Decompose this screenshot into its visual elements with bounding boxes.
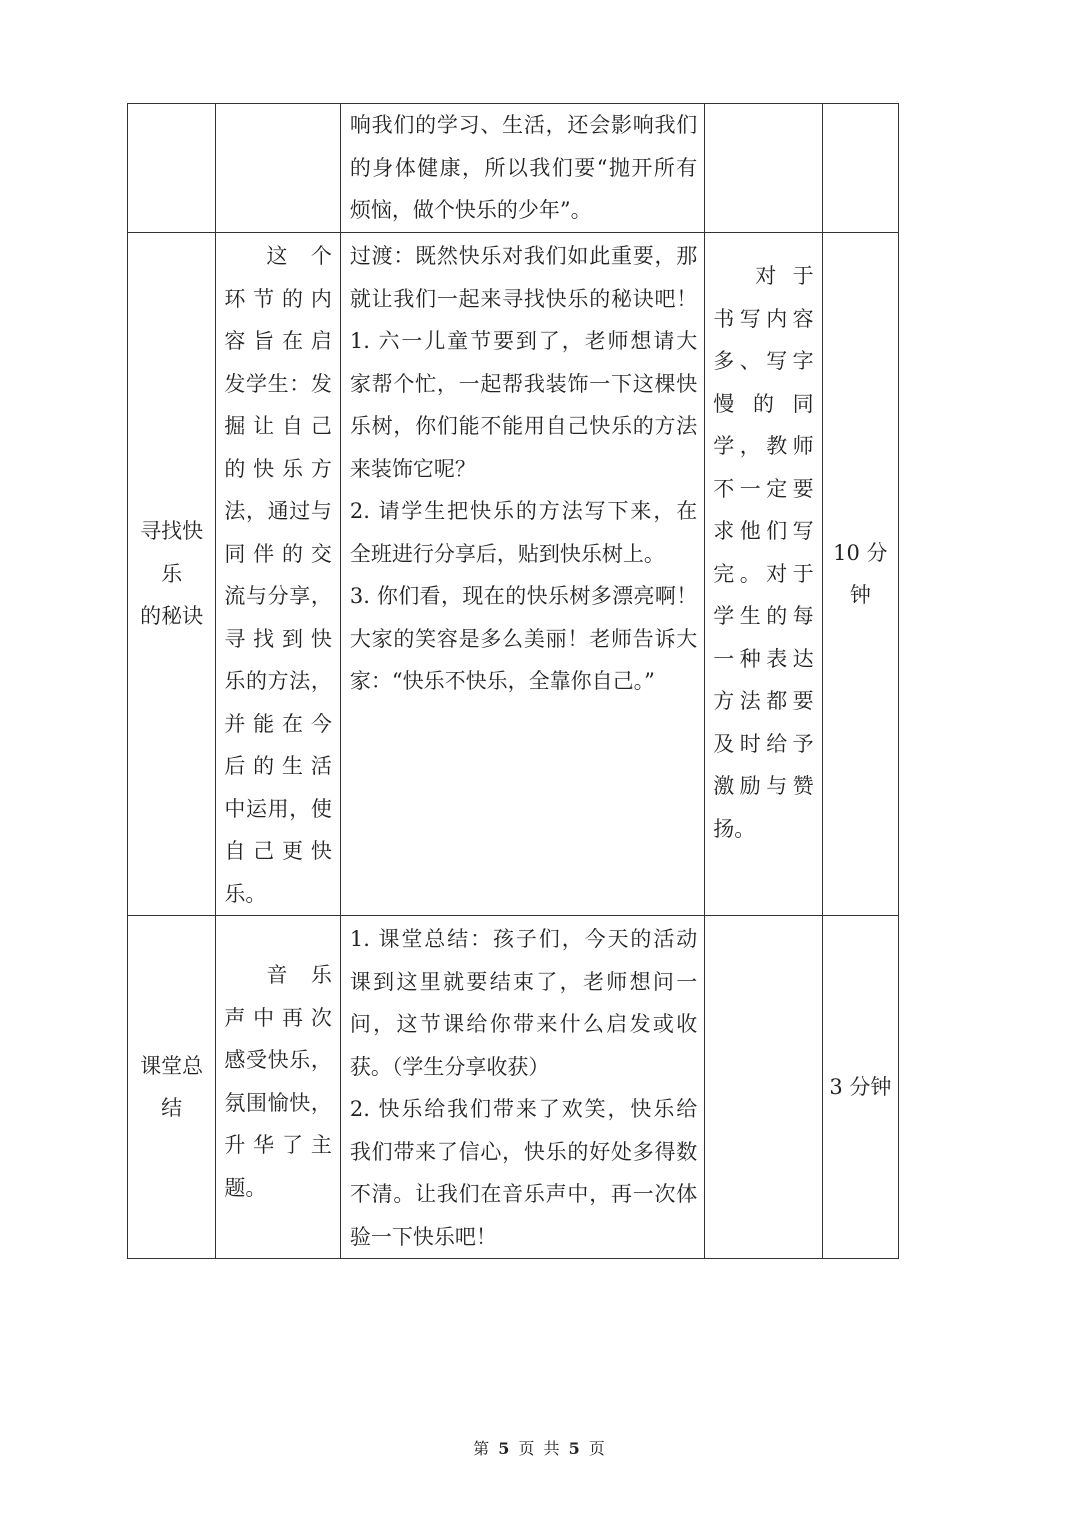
time-line: 3 分钟 (829, 1074, 892, 1099)
intent-cell (216, 916, 340, 1259)
content-line: 来装饰它呢？ (349, 456, 476, 481)
note-line: 激励与赞 (713, 774, 814, 798)
intent-line: 并能在今 (224, 711, 332, 736)
table-row (128, 233, 899, 916)
content-cell (340, 104, 704, 233)
content-line: 验一下快乐吧！ (349, 1224, 497, 1249)
content-line: 我们带来了信心，快乐的好处多得数 (349, 1139, 698, 1164)
intent-line: 掘让自己 (224, 414, 332, 438)
intent-line: 这 个 (266, 244, 332, 268)
content-line: 家：“快乐不快乐，全靠你自己。” (349, 669, 655, 693)
intent-line: 同伴的交 (224, 541, 332, 566)
time-cell (822, 233, 898, 916)
note-line: 学，教师 (713, 434, 814, 458)
content-line: 1. 课堂总结：孩子们，今天的活动 (349, 927, 698, 951)
content-line: 乐树，你们能不能用自己快乐的方法 (349, 414, 698, 438)
content-line: 课到这里就要结束了，老师想问一 (349, 969, 698, 994)
content-line: 1. 六一儿童节要到了，老师想请大 (349, 329, 698, 353)
note-cell (705, 104, 822, 233)
note-line: 扬。 (713, 816, 756, 841)
content-line: 响我们的学习、生活，还会影响我们 (349, 113, 698, 137)
note-line: 慢 的 同 (713, 391, 814, 416)
note-line: 求他们写 (713, 519, 814, 543)
time-cell (822, 104, 898, 233)
time-line: 钟 (849, 583, 871, 607)
intent-line: 流与分享， (224, 584, 332, 608)
note-line: 不一定要 (713, 476, 814, 501)
intent-cell (216, 104, 340, 233)
intent-line: 的快乐方 (224, 456, 332, 481)
page-footer (0, 1437, 1080, 1461)
stage-line: 乐 (161, 561, 183, 586)
table-row (128, 916, 899, 1259)
stage-cell (128, 916, 216, 1259)
stage-line: 的秘诀 (140, 604, 204, 629)
intent-line: 法，通过与 (224, 499, 332, 523)
stage-line: 寻找快 (140, 519, 204, 544)
content-line: 的身体健康，所以我们要“抛开所有 (349, 155, 698, 180)
content-line: 不清。让我们在音乐声中，再一次体 (349, 1182, 698, 1206)
note-line: 一种表达 (713, 646, 814, 671)
time-cell (822, 916, 898, 1259)
intent-line: 氛围愉快， (224, 1090, 332, 1115)
note-cell (705, 916, 822, 1259)
intent-cell (216, 233, 340, 916)
intent-line: 环节的内 (224, 286, 332, 311)
note-line: 完。对于 (713, 561, 814, 586)
content-line: 过渡：既然快乐对我们如此重要，那 (349, 244, 698, 268)
footer-middle: 页 共 (518, 1439, 562, 1458)
content-line: 3. 你们看，现在的快乐树多漂亮啊！ (349, 584, 698, 608)
note-line: 对 于 (755, 264, 814, 288)
content-cell (340, 233, 704, 916)
stage-cell (128, 104, 216, 233)
content-line: 2. 请学生把快乐的方法写下来，在 (349, 499, 698, 523)
total-page-number: 5 (568, 1439, 582, 1458)
content-cell (340, 916, 704, 1259)
content-line: 大家的笑容是多么美丽！老师告诉大 (349, 626, 698, 651)
intent-line: 发学生：发 (224, 371, 332, 396)
note-line: 及时给予 (713, 731, 814, 756)
stage-line: 结 (161, 1096, 183, 1120)
content-line: 就让我们一起来寻找快乐的秘诀吧！ (349, 286, 698, 311)
note-line: 多、写字 (713, 349, 814, 373)
table-row (128, 104, 899, 233)
intent-line: 后的生活 (224, 754, 332, 778)
intent-line: 音 乐 (266, 963, 332, 987)
intent-line: 乐。 (224, 881, 267, 906)
content-line: 2. 快乐给我们带来了欢笑，快乐给 (349, 1097, 698, 1121)
intent-line: 乐的方法， (224, 669, 332, 693)
intent-line: 题。 (224, 1175, 267, 1200)
stage-cell (128, 233, 216, 916)
content-line: 烦恼，做个快乐的少年”。 (349, 198, 592, 222)
content-line: 问，这节课给你带来什么启发或收 (349, 1012, 698, 1036)
time-line: 10 分 (833, 540, 888, 565)
content-line: 全班进行分享后，贴到快乐树上。 (349, 541, 665, 566)
content-line: 获。（学生分享收获） (349, 1054, 550, 1079)
intent-line: 中运用，使 (224, 796, 332, 821)
intent-line: 自己更快 (224, 839, 332, 863)
intent-line: 容旨在启 (224, 329, 332, 353)
lesson-plan-table (127, 103, 899, 1259)
footer-suffix: 页 (588, 1439, 607, 1458)
note-line: 方法都要 (713, 689, 814, 713)
current-page-number: 5 (498, 1439, 512, 1458)
stage-line: 课堂总 (140, 1053, 204, 1078)
intent-line: 升华了主 (224, 1133, 332, 1157)
content-line: 家帮个忙，一起帮我装饰一下这棵快 (349, 371, 698, 396)
intent-line: 声中再次 (224, 1005, 332, 1030)
intent-line: 寻找到快 (224, 626, 332, 651)
intent-line: 感受快乐， (224, 1048, 332, 1072)
footer-prefix: 第 (473, 1439, 492, 1458)
note-cell (705, 233, 822, 916)
note-line: 书写内容 (713, 306, 814, 331)
note-line: 学生的每 (713, 604, 814, 628)
